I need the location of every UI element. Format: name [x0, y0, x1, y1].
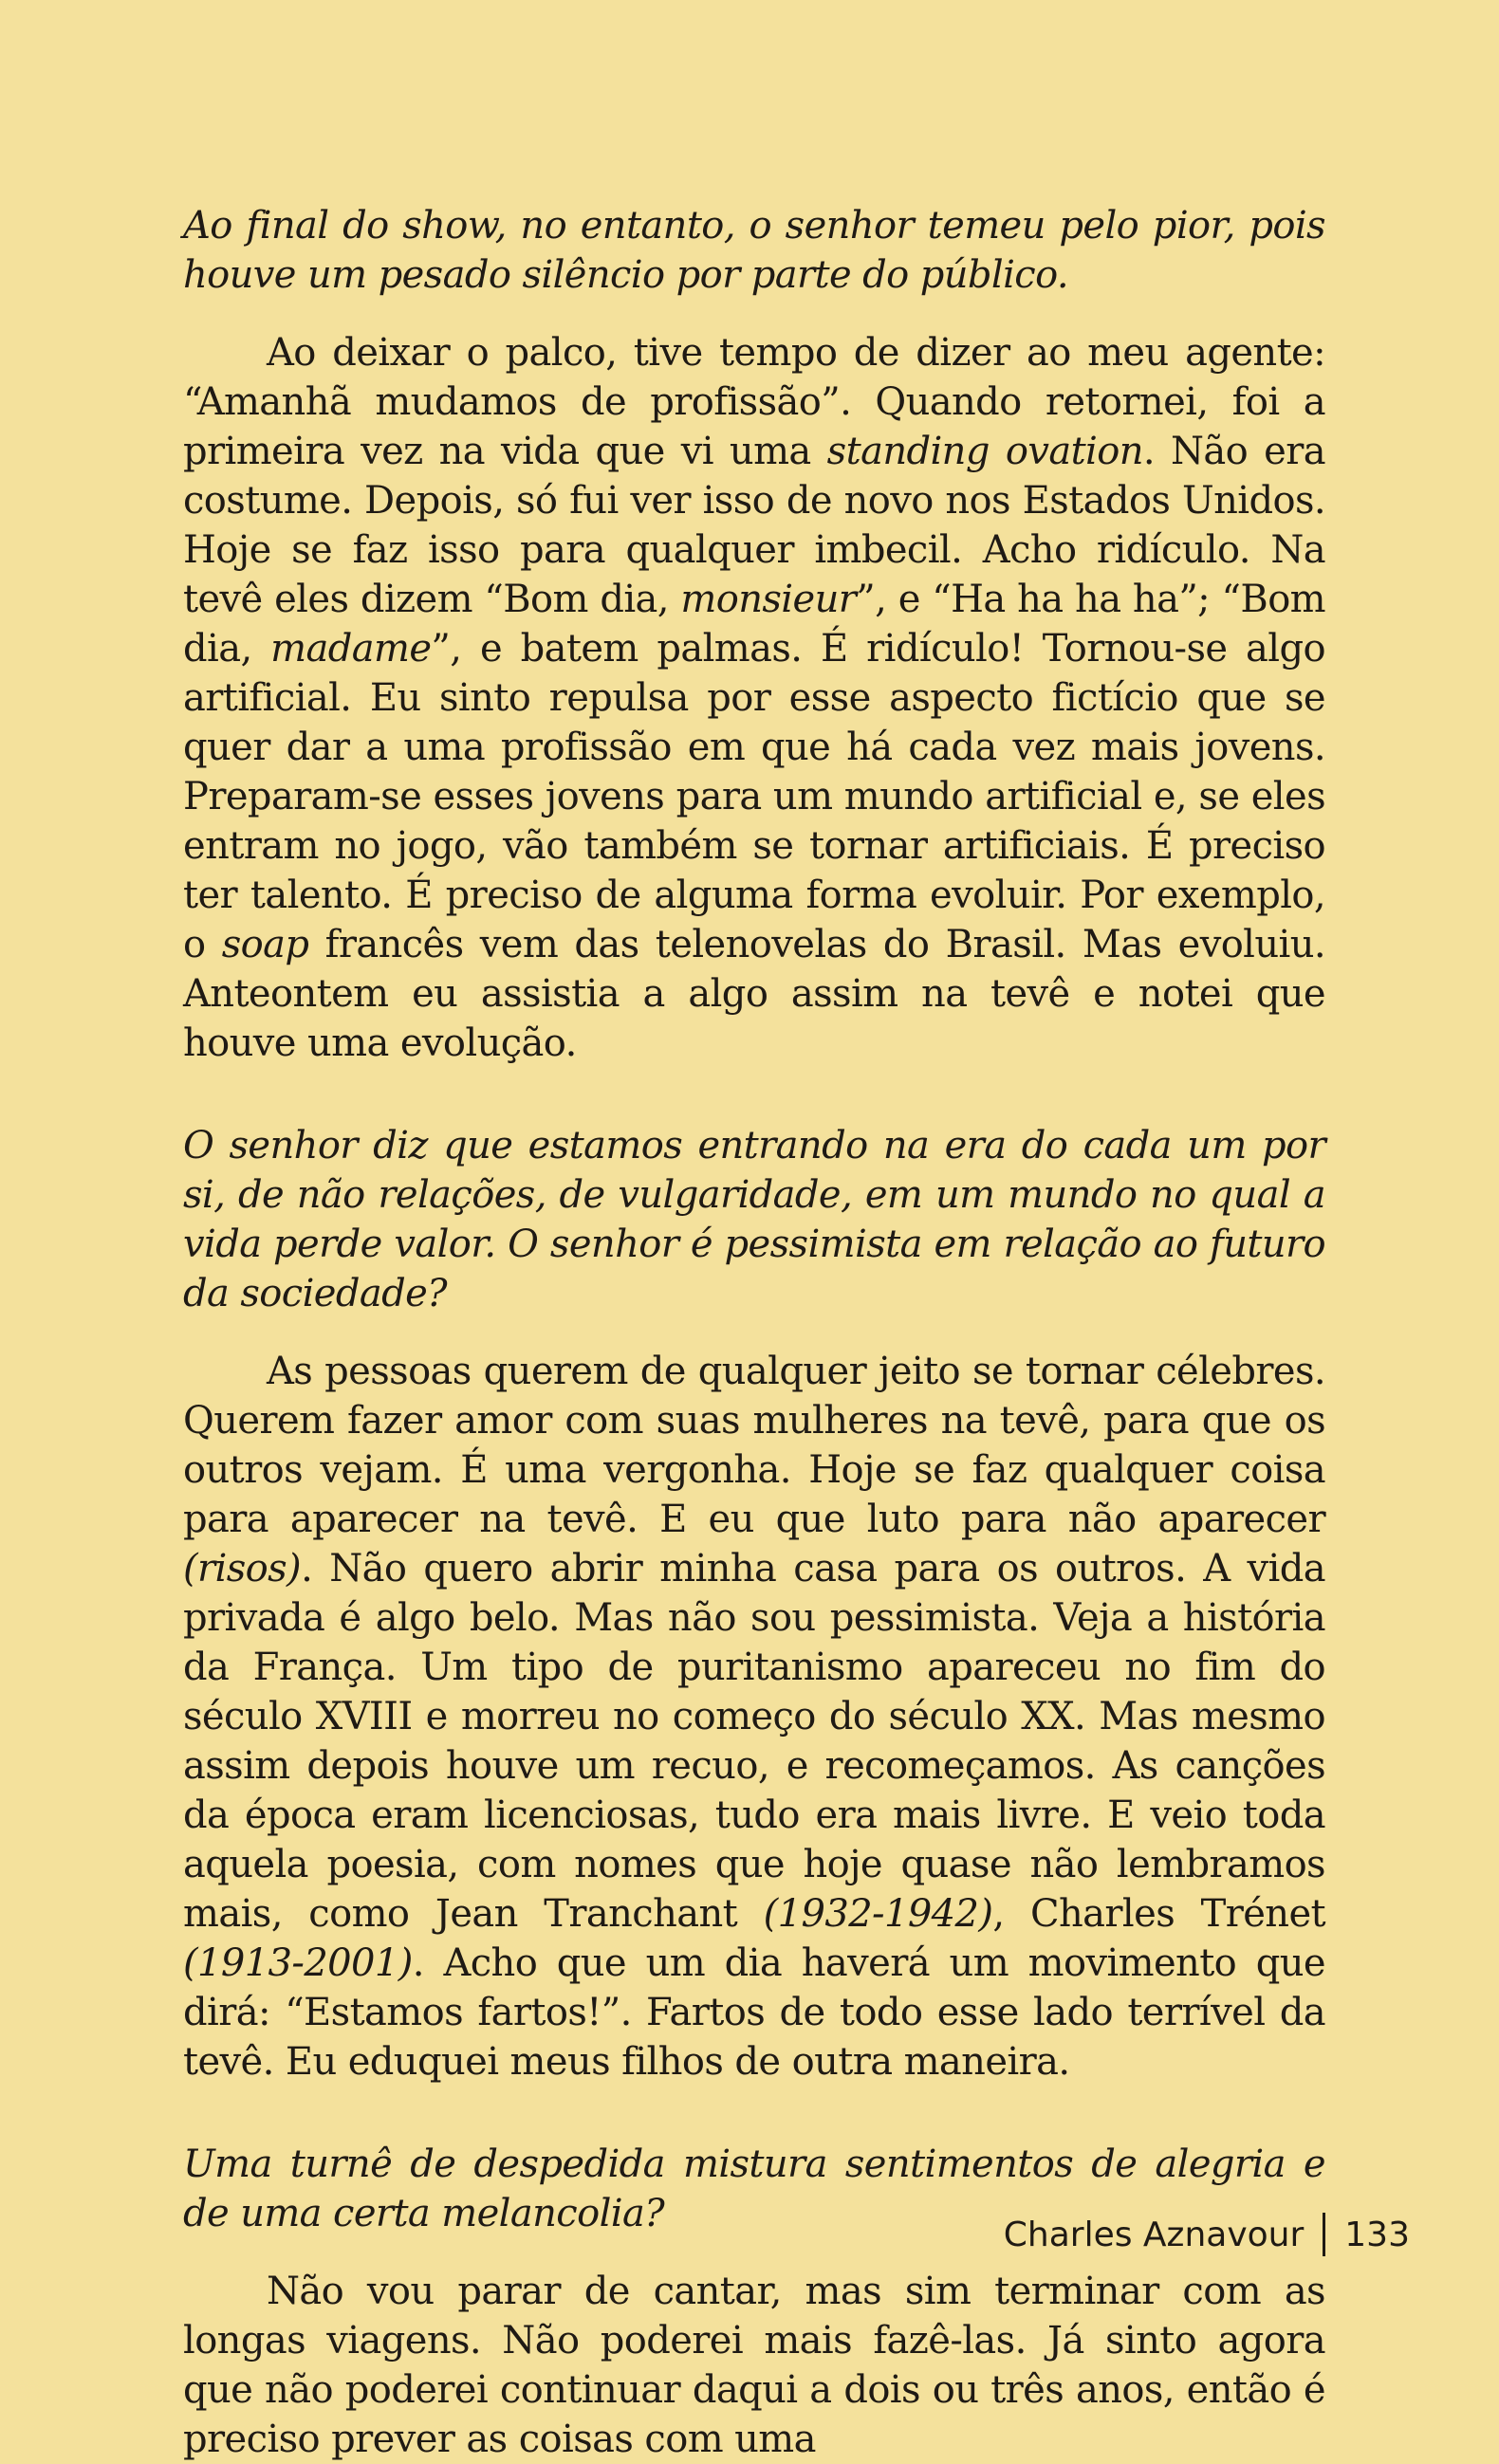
page-number: 133 — [1344, 2215, 1410, 2254]
question-1: Ao final do show, no entanto, o senhor temeu pelo pior, pois houve um pesado silêncio por parte do público. — [183, 204, 1325, 297]
answer-2: As pessoas querem de qualquer jeito se tornar célebres. Querem fazer amor com suas mulheres na tevê, para que os outros vejam. É uma vergonha. Hoje se faz qualquer coisa para aparecer na tevê. E eu que luto para não aparecer (risos). Não quero abrir minha casa para os outros. A vida privada é algo belo. Mas não sou pessimista. Veja a história da França. Um tipo de puritanismo apareceu no fim do século XVIII e morreu no começo do século XX. Mas mesmo assim depois houve um recuo, e recomeçamos. As canções da época eram licenciosas, tudo era mais livre. E veio toda aquela poesia, com nomes que hoje quase não lembramos mais, como Jean Tranchant (1932-1942), Charles Trénet (1913-2001). Acho que um dia haverá um movimento que dirá: “Estamos fartos!”. Fartos de todo esse lado terrível da tevê. Eu eduquei meus filhos de outra maneira. — [183, 1350, 1325, 2084]
page-body — [183, 201, 1325, 2464]
page-footer — [1004, 2213, 1410, 2256]
question-3: Uma turnê de despedida mistura sentimentos de alegria e de uma certa melancolia? — [183, 2142, 1325, 2235]
footer-divider — [1323, 2213, 1325, 2256]
running-head: Charles Aznavour — [1003, 2215, 1305, 2254]
answer-1: Ao deixar o palco, tive tempo de dizer ao meu agente: “Amanhã mudamos de profissão”. Quando retornei, foi a primeira vez na vida que vi uma standing ovation. Não era costume. Depois, só fui ver isso de novo nos Estados Unidos. Hoje se faz isso para qualquer imbecil. Acho ridículo. Na tevê eles dizem “Bom dia, monsieur”, e “Ha ha ha ha”; “Bom dia, madame”, e batem palmas. É ridículo! Tornou-se algo artificial. Eu sinto repulsa por esse aspecto fictício que se quer dar a uma profissão em que há cada vez mais jovens. Preparam-se esses jovens para um mundo artificial e, se eles entram no jogo, vão também se tornar artificiais. É preciso ter talento. É preciso de alguma forma evoluir. Por exemplo, o soap francês vem das telenovelas do Brasil. Mas evoluiu. Anteontem eu assistia a algo assim na tevê e notei que houve uma evolução. — [183, 331, 1326, 1065]
answer-3: Não vou parar de cantar, mas sim terminar com as longas viagens. Não poderei mais fazê-las. Já sinto agora que não poderei continuar daqui a dois ou três anos, então é preciso prever as coisas com uma — [183, 2270, 1325, 2461]
question-2: O senhor diz que estamos entrando na era do cada um por si, de não relações, de vulgaridade, em um mundo no qual a vida perde valor. O senhor é pessimista em relação ao futuro da sociedade? — [183, 1124, 1325, 1315]
